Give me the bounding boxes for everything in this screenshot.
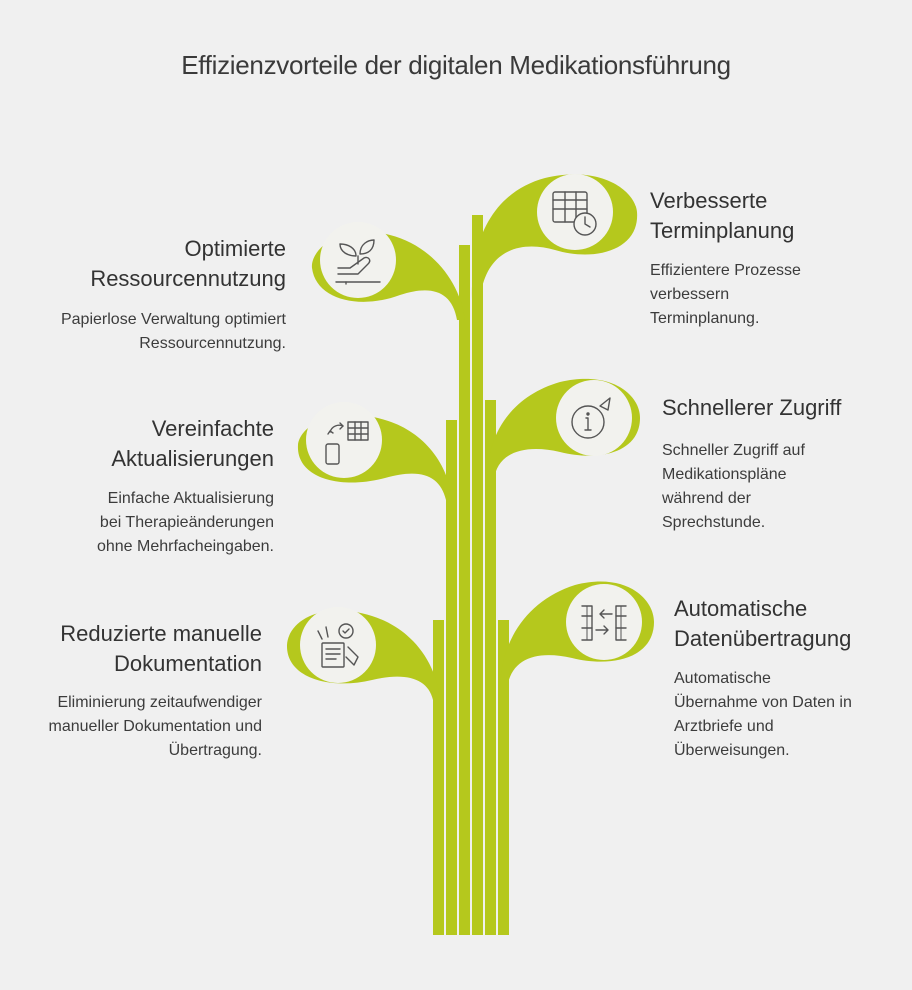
item-description-aktualisierungen: Einfache Aktualisierung bei Therapieänderungen ohne Mehrfacheingaben. <box>96 490 274 555</box>
icon-circle-5 <box>556 380 632 456</box>
stem-3 <box>459 245 470 935</box>
page-title: Effizienzvorteile der digitalen Medikationsführung <box>181 50 731 80</box>
item-description-zugriff: Schneller Zugriff auf Medikationspläne während der Sprechstunde. <box>662 442 805 531</box>
item-description-dokumentation: Eliminierung zeitaufwendiger manueller Dokumentation und Übertragung. <box>48 694 262 759</box>
item-heading-aktualisierungen: Vereinfachte Aktualisierungen <box>111 416 274 471</box>
item-heading-datenuebertragung: Automatische Datenübertragung <box>674 596 852 651</box>
stem-1 <box>433 620 444 935</box>
icon-circle-2 <box>306 402 382 478</box>
stem-4 <box>472 215 483 935</box>
item-description-ressourcennutzung: Papierlose Verwaltung optimiert Ressourcennutzung. <box>60 311 286 352</box>
item-description-terminplanung: Effizientere Prozesse verbessern Terminplanung. <box>650 262 801 327</box>
icon-circle-4 <box>537 174 613 250</box>
stem-5 <box>485 400 496 935</box>
item-heading-ressourcennutzung: Optimierte Ressourcennutzung <box>90 236 286 291</box>
item-description-datenuebertragung: Automatische Übernahme von Daten in Arztbriefe und Überweisungen. <box>674 670 852 759</box>
item-heading-zugriff: Schnellerer Zugriff <box>662 395 842 420</box>
icon-circle-3 <box>300 607 376 683</box>
icon-circle-6 <box>566 584 642 660</box>
item-heading-dokumentation: Reduzierte manuelle Dokumentation <box>60 621 262 676</box>
item-heading-terminplanung: Verbesserte Terminplanung <box>650 188 795 243</box>
